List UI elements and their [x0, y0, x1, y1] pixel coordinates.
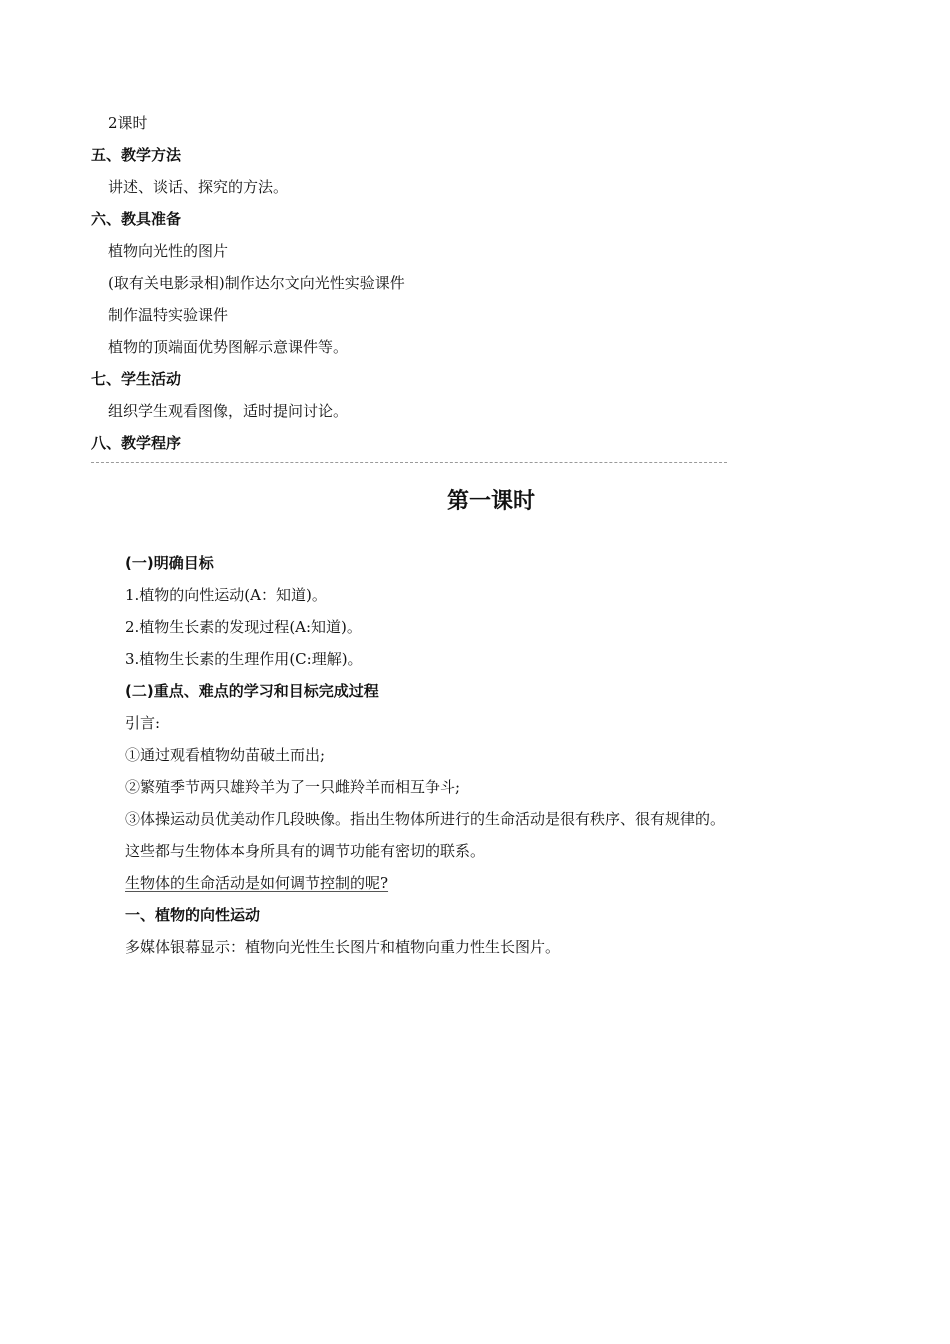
section6-item: 制作温特实验课件: [108, 306, 229, 324]
goals-heading: (一)明确目标: [125, 554, 214, 572]
guiding-question: 生物体的生命活动是如何调节控制的呢?: [125, 874, 389, 892]
hours-line: 2课时: [108, 114, 148, 132]
dashed-divider: [91, 462, 727, 463]
intro-point: ①通过观看植物幼苗破土而出;: [125, 746, 326, 764]
summary-text: 这些都与生物体本身所具有的调节功能有密切的联系。: [125, 842, 486, 860]
section6-item: 植物向光性的图片: [108, 242, 229, 260]
section5-heading: 五、教学方法: [91, 146, 182, 164]
section5-text: 讲述、谈话、探究的方法。: [108, 178, 289, 196]
part1-heading: 一、植物的向性运动: [125, 906, 261, 924]
goal-item: 2.植物生长素的发现过程(A:知道)。: [125, 618, 362, 636]
lesson-title: 第一课时: [446, 489, 535, 514]
section6-item: (取有关电影录相)制作达尔文向光性实验课件: [108, 274, 405, 292]
intro-point: ③体操运动员优美动作几段映像。指出生物体所进行的生命活动是很有秩序、很有规律的。: [125, 810, 726, 828]
goal-item: 3.植物生长素的生理作用(C:理解)。: [125, 650, 363, 668]
section6-item: 植物的顶端面优势图解示意课件等。: [108, 338, 349, 356]
goal-item: 1.植物的向性运动(A：知道)。: [125, 586, 327, 604]
process-heading: (二)重点、难点的学习和目标完成过程: [125, 682, 379, 700]
section6-heading: 六、教具准备: [91, 210, 182, 228]
section7-text: 组织学生观看图像，适时提问讨论。: [108, 402, 349, 420]
part1-text: 多媒体银幕显示：植物向光性生长图片和植物向重力性生长图片。: [125, 938, 561, 956]
section7-heading: 七、学生活动: [91, 370, 182, 388]
intro-point: ②繁殖季节两只雄羚羊为了一只雌羚羊而相互争斗;: [125, 778, 461, 796]
section8-heading: 八、教学程序: [91, 434, 182, 452]
intro-label: 引言:: [125, 714, 161, 732]
